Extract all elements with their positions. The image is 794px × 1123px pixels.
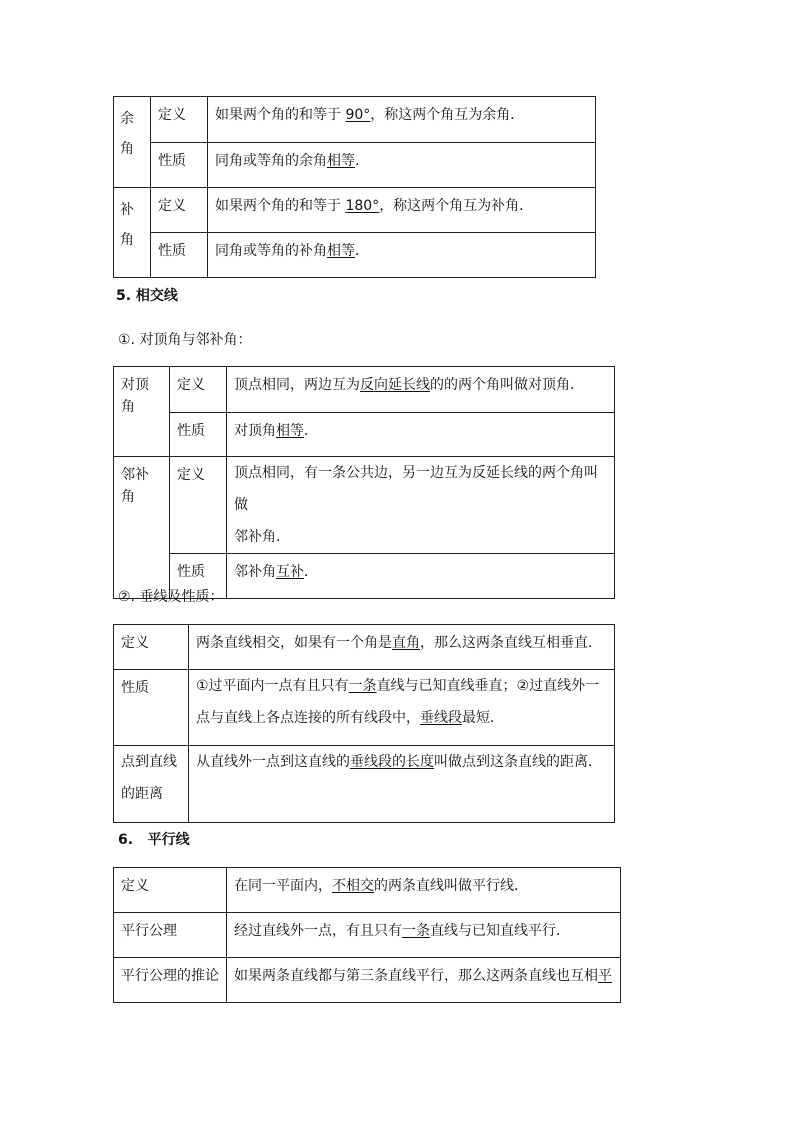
term-char: 角 xyxy=(120,141,134,157)
property-label: 性质 xyxy=(151,233,208,278)
section-heading-parallel-lines: 6. 平行线 xyxy=(118,832,190,848)
term-complementary-cell xyxy=(114,97,151,188)
vertical-angles-definition: 顶点相同，两边互为反向延长线的的两个角叫做对顶角． xyxy=(227,367,615,413)
subheading-perpendicular: ②. 垂线及性质： xyxy=(118,589,224,605)
point-line-distance-definition: 从直线外一点到这直线的垂线段的长度叫做点到这条直线的距离． xyxy=(189,746,615,823)
adjacent-angles-definition: 顶点相同，有一条公共边，另一边互为反延长线的两个角叫做 邻补角． xyxy=(227,457,615,554)
definition-label: 定义 xyxy=(114,625,189,670)
term-char: 角 xyxy=(120,232,134,248)
perpendicular-property: ①过平面内一点有且只有一条直线与已知直线垂直；②过直线外一 点与直线上各点连接的所有线段中，垂线段最短． xyxy=(189,670,615,746)
perpendicular-table xyxy=(113,624,615,823)
property-label: 性质 xyxy=(151,143,208,188)
complementary-property: 同角或等角的余角相等． xyxy=(208,143,596,188)
definition-label: 定义 xyxy=(151,188,208,233)
subheading-vertical-adjacent-angles: ①. 对顶角与邻补角： xyxy=(118,332,252,348)
supplementary-property: 同角或等角的补角相等． xyxy=(208,233,596,278)
property-label: 性质 xyxy=(170,413,227,457)
parallel-definition: 在同一平面内，不相交的两条直线叫做平行线． xyxy=(227,868,621,913)
parallel-lines-table xyxy=(113,867,621,1003)
adjacent-angles-property: 邻补角互补． xyxy=(227,554,615,599)
term-char: 余 xyxy=(120,111,134,127)
property-label: 性质 xyxy=(114,670,189,746)
definition-label: 定义 xyxy=(114,868,227,913)
definition-label: 定义 xyxy=(170,367,227,413)
term-char: 补 xyxy=(120,202,134,218)
supplementary-definition: 如果两个角的和等于 180°，称这两个角互为补角． xyxy=(208,188,596,233)
term-supplementary-cell xyxy=(114,188,151,278)
perpendicular-definition: 两条直线相交，如果有一个角是直角，那么这两条直线互相垂直． xyxy=(189,625,615,670)
complementary-supplementary-table xyxy=(113,96,596,278)
definition-label: 定义 xyxy=(170,457,227,554)
parallel-axiom: 经过直线外一点，有且只有一条直线与已知直线平行． xyxy=(227,913,621,958)
definition-label: 定义 xyxy=(151,97,208,143)
complementary-definition: 如果两个角的和等于 90°，称这两个角互为余角． xyxy=(208,97,596,143)
vertical-angles-property: 对顶角相等． xyxy=(227,413,615,457)
property-label: 性质 xyxy=(170,554,227,599)
term-adjacent-supplementary: 邻补角 xyxy=(114,457,170,599)
parallel-corollary: 如果两条直线都与第三条直线平行，那么这两条直线也互相平 xyxy=(227,958,621,1003)
section-heading-intersecting-lines: 5. 相交线 xyxy=(116,288,178,304)
parallel-corollary-label: 平行公理的推论 xyxy=(114,958,227,1003)
point-line-distance-label: 点到直线 的距离 xyxy=(114,746,189,823)
term-vertical-angles: 对顶角 xyxy=(114,367,170,457)
vertical-adjacent-angles-table xyxy=(113,366,615,599)
parallel-axiom-label: 平行公理 xyxy=(114,913,227,958)
